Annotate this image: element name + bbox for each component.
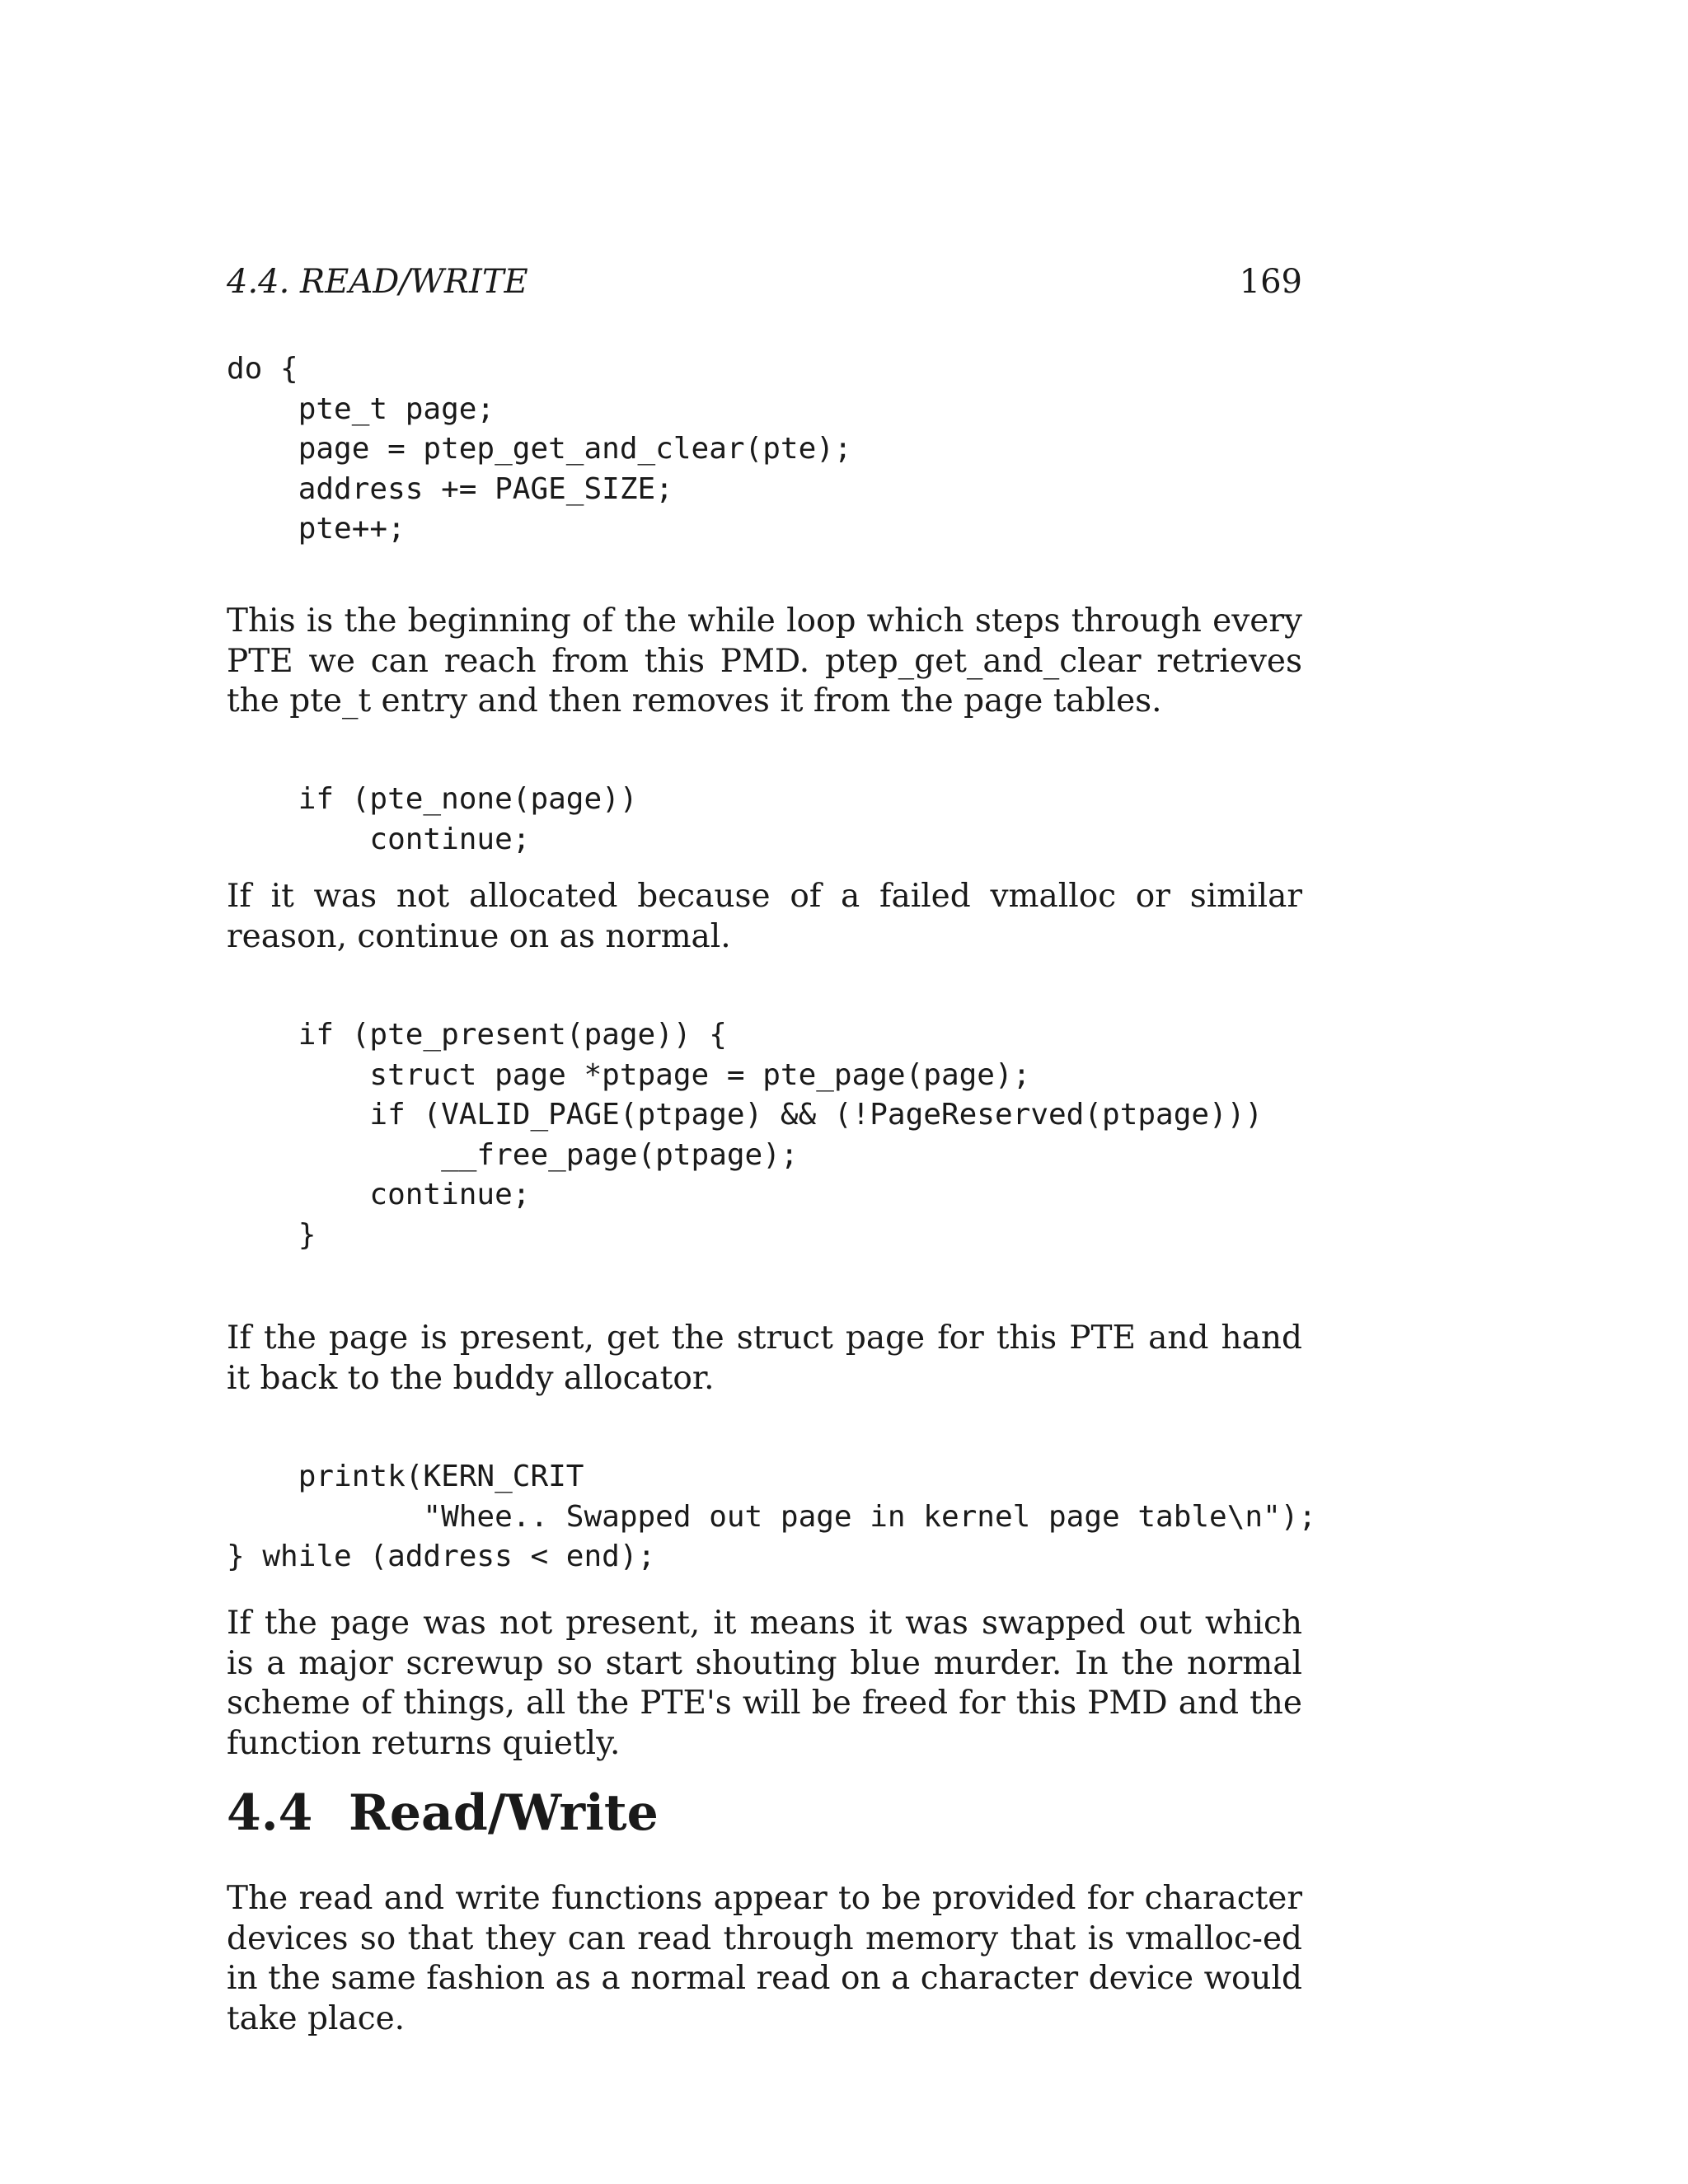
paragraph-page-present: If the page is present, get the struct page for this PTE and hand it back to the buddy allocator. — [227, 1319, 1302, 1397]
page-number: 169 — [1239, 263, 1302, 301]
code-block-pte-none: if (pte_none(page)) continue; — [298, 782, 638, 856]
code-block-do-loop: do { pte_t page; page = ptep_get_and_clear(pte); address += PAGE_SIZE; pte++; — [227, 352, 852, 546]
section-number: 4.4 — [227, 1784, 313, 1842]
section-heading — [227, 1780, 659, 1846]
running-head-section: 4.4. READ/WRITE — [227, 263, 528, 301]
running-head — [227, 257, 1302, 307]
paragraph-not-present: If the page was not present, it means it was swapped out which is a major screwup so start shouting blue murder. In the normal scheme of things, all the PTE's will be freed for this PMD and the function returns quietly. — [227, 1605, 1302, 1762]
paragraph-not-allocated: If it was not allocated because of a failed vmalloc or similar reason, continue on as normal. — [227, 878, 1302, 955]
code-block-printk: printk(KERN_CRIT "Whee.. Swapped out page in kernel page table\n"); } while (address < end); — [227, 1460, 1317, 1573]
paragraph-while-loop: This is the beginning of the while loop which steps through every PTE we can reach from this PMD. ptep_get_and_clear retrieves the pte_t entry and then removes it from the page tables. — [227, 602, 1302, 719]
section-title: Read/Write — [349, 1784, 659, 1842]
code-block-pte-present: if (pte_present(page)) { struct page *ptpage = pte_page(page); if (VALID_PAGE(ptpage) && (!PageReserved(ptpage))) __free_page(ptpage); continue; } — [298, 1018, 1264, 1252]
paragraph-read-write: The read and write functions appear to be provided for character devices so that they can read through memory that is vmalloc-ed in the same fashion as a normal read on a character device would take place. — [227, 1880, 1302, 2037]
